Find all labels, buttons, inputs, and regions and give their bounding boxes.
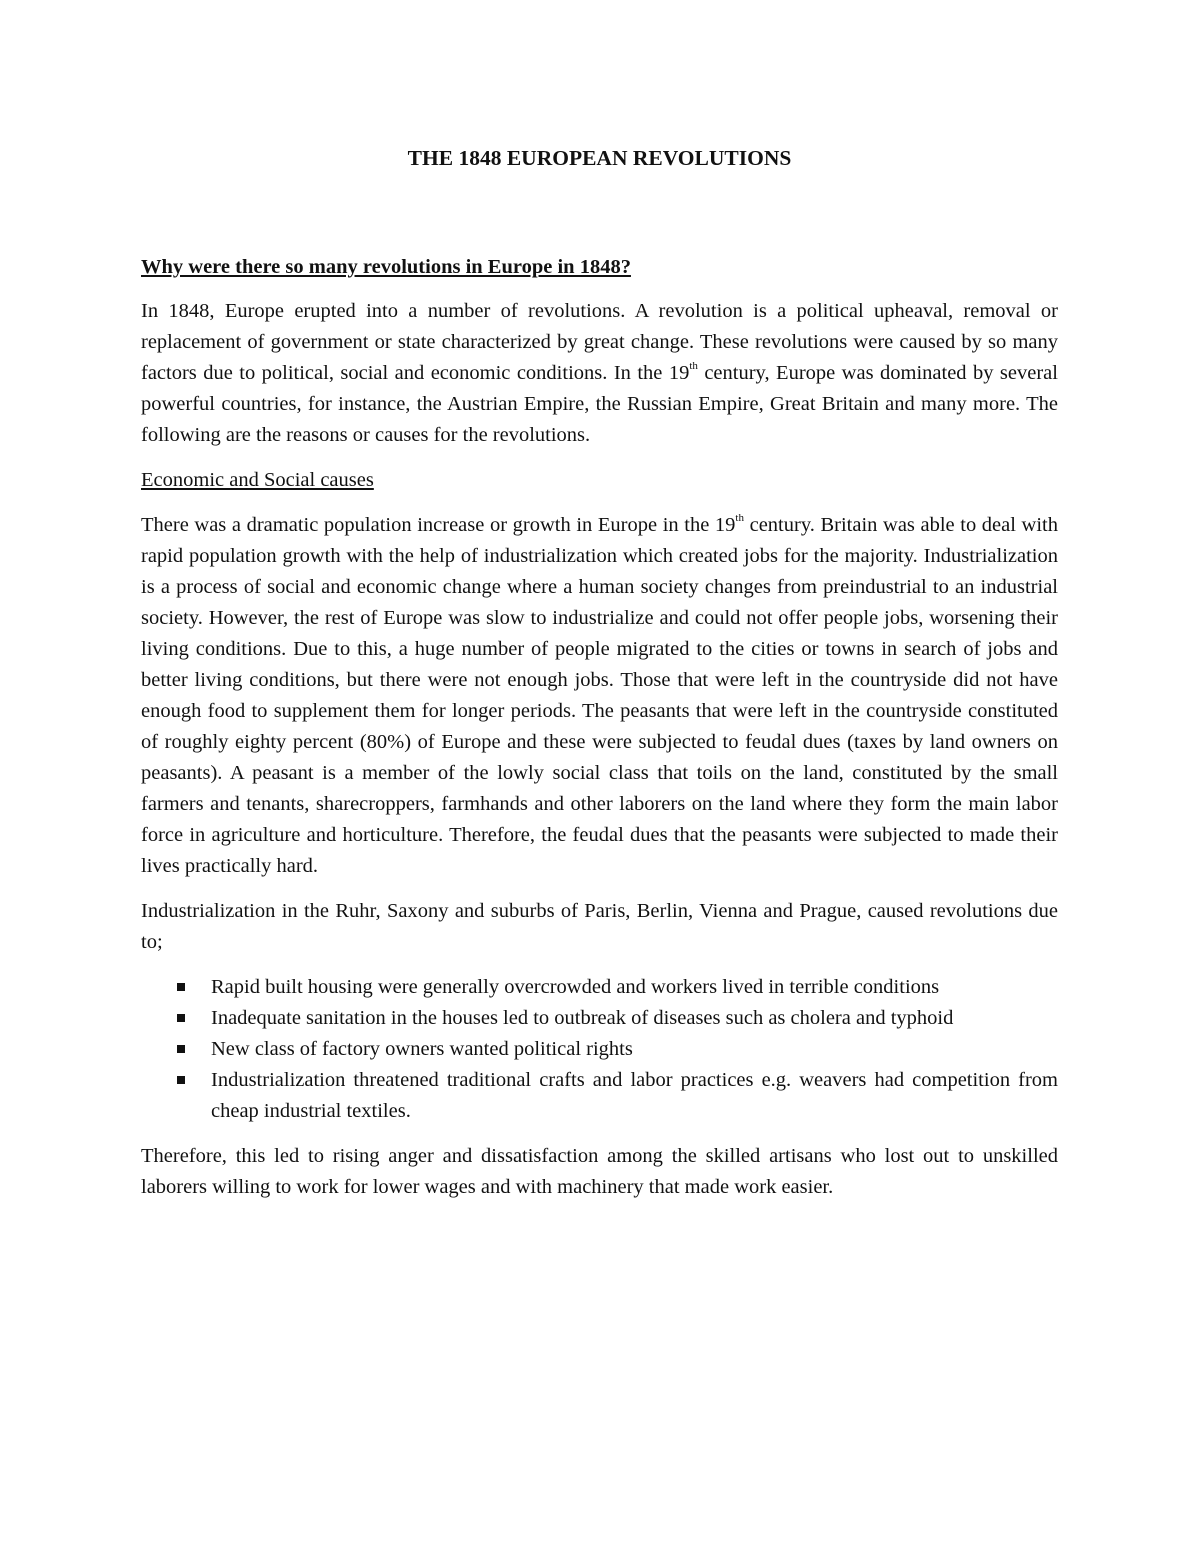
economic-superscript: th	[735, 512, 744, 525]
list-item-text: New class of factory owners wanted political rights	[211, 1038, 633, 1060]
economic-text-part2: century. Britain was able to deal with rapid population growth with the help of industrialization which created jobs for the majority. Industrialization is a process of social and economic change where a human society changes from preindustrial to an industrial society. However, the rest of Europe was slow to industrialize and could not offer people jobs, worsening their living conditions. Due to this, a huge number of people migrated to the cities or towns in search of jobs and better living conditions, but there were not enough jobs. Those that were left in the countryside did not have enough food to supplement them for longer periods. The peasants that were left in the countryside constituted of roughly eighty percent (80%) of Europe and these were subjected to feudal dues (taxes by land owners on peasants). A peasant is a member of the lowly social class that toils on the land, constituted by the small farmers and tenants, sharecroppers, farmhands and other laborers on the land where they form the main labor force in agriculture and horticulture. Therefore, the feudal dues that the peasants were subjected to made their lives practically hard.	[141, 514, 1059, 877]
square-bullet-icon	[177, 1076, 185, 1084]
list-item	[141, 1034, 1058, 1065]
section-heading: Economic and Social causes	[141, 469, 374, 491]
intro-text-part1: In 1848, Europe erupted into a number of revolutions. A revolution is a political upheaval, removal or replacement of government or state characterized by great change. These revolutions were caused by so many factors due to political, social and economic conditions. In the 19	[141, 300, 1058, 384]
intro-paragraph	[141, 296, 1058, 451]
document-title: THE 1848 EUROPEAN REVOLUTIONS	[407, 146, 792, 170]
causes-bullet-list	[141, 972, 1058, 1127]
list-item-text: Inadequate sanitation in the houses led to outbreak of diseases such as cholera and typhoid	[211, 1007, 954, 1029]
economic-social-paragraph	[141, 510, 1058, 882]
intro-text-part2: century, Europe was dominated by several powerful countries, for instance, the Austrian Empire, the Russian Empire, Great Britain and many more. The following are the reasons or causes for the revolutions.	[141, 362, 1058, 446]
list-item-text: Industrialization threatened traditional crafts and labor practices e.g. weavers had competition from cheap industrial textiles.	[211, 1069, 1058, 1122]
list-item	[141, 1003, 1058, 1034]
document-page	[141, 142, 1058, 1217]
list-item	[141, 972, 1058, 1003]
list-item-text: Rapid built housing were generally overcrowded and workers lived in terrible conditions	[211, 976, 940, 998]
square-bullet-icon	[177, 983, 185, 991]
square-bullet-icon	[177, 1014, 185, 1022]
intro-superscript: th	[689, 360, 698, 373]
section-question: Why were there so many revolutions in Europe in 1848?	[141, 256, 631, 278]
economic-text-part1: There was a dramatic population increase or growth in Europe in the 19	[141, 514, 736, 536]
conclusion-paragraph: Therefore, this led to rising anger and dissatisfaction among the skilled artisans who lost out to unskilled laborers willing to work for lower wages and with machinery that made work easier.	[141, 1145, 1058, 1198]
list-item	[141, 1065, 1058, 1127]
industrialization-intro-paragraph: Industrialization in the Ruhr, Saxony and suburbs of Paris, Berlin, Vienna and Prague, caused revolutions due to;	[141, 900, 1058, 953]
square-bullet-icon	[177, 1045, 185, 1053]
